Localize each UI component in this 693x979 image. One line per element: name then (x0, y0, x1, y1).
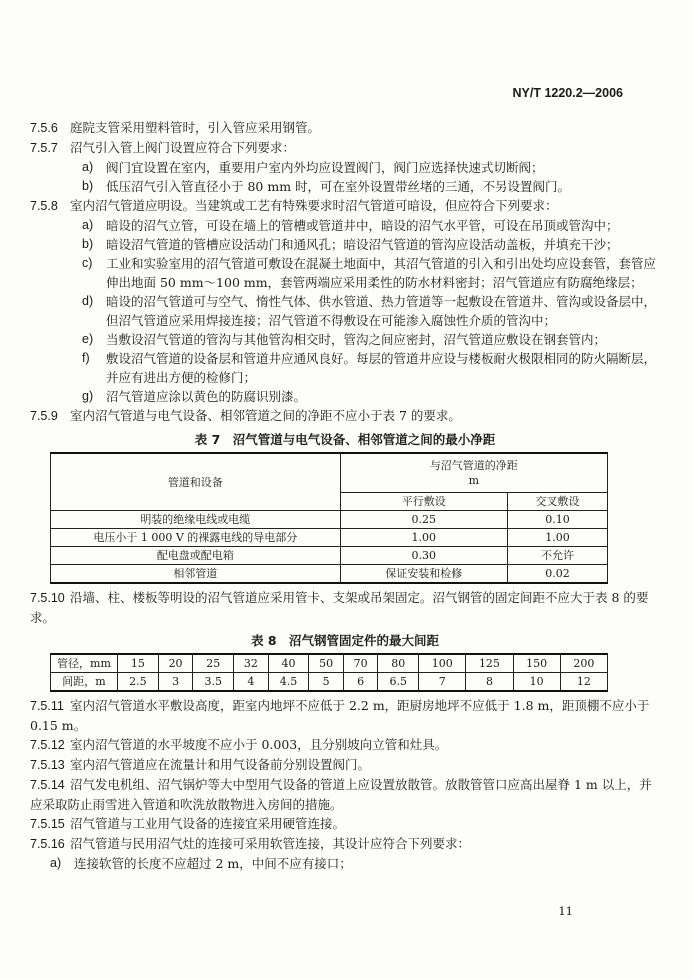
item-label: f) (82, 351, 90, 365)
row-label: 管径，mm (51, 654, 118, 673)
header-unit: m (468, 474, 480, 487)
table-cell: 32 (234, 654, 268, 673)
table-cell: 7 (419, 673, 466, 692)
list-item (30, 349, 660, 387)
clause-number: 7.5.7 (30, 141, 58, 155)
table-row (51, 453, 608, 493)
table-cell: 15 (118, 654, 159, 673)
header-group: 与沼气管道的净距 (429, 459, 518, 472)
table-cell: 1.00 (340, 529, 507, 547)
clause-number: 7.5.9 (30, 409, 58, 423)
header-cell: 平行敷设 (340, 493, 507, 511)
table-cell: 4.5 (268, 673, 309, 692)
clause-text: 室内沼气管道水平敷设高度，距室内地坪不应低于 2.2 m，距厨房地坪不应低于 1.8 m，距顶棚不应小于 0.15 m。 (30, 698, 650, 733)
clause-text: 沼气引入管上阀门设置应符合下列要求： (70, 140, 296, 155)
table-8-caption: 表 8 沼气钢管固定件的最大间距 (250, 633, 440, 648)
table-cell: 80 (378, 654, 419, 673)
item-text: 暗设沼气管道的管槽应设活动门和通风孔；暗设沼气管道的管沟应设活动盖板，并填充干沙； (106, 237, 619, 252)
standard-code: NY/T 1220.2—2006 (512, 86, 623, 100)
item-label: b) (82, 179, 94, 193)
table-row (51, 654, 608, 673)
table-cell: 20 (158, 654, 192, 673)
table-cell: 相邻管道 (51, 565, 341, 584)
clause-number: 7.5.10 (30, 591, 65, 605)
table-row (51, 565, 608, 584)
clause-text: 沼气发电机组、沼气锅炉等大中型用气设备的管道上应设置放散管。放散管管口应高出屋脊 1 m 以上，并应采取防止雨雪进入管道和吹洗放散物进入房间的措施。 (30, 777, 652, 812)
list-item (30, 292, 660, 330)
clause-text: 室内沼气管道应明设。当建筑或工艺有特殊要求时沼气管道可暗设，但应符合下列要求： (70, 198, 558, 213)
clause-text: 沼气管道与工业用气设备的连接宜采用硬管连接。 (70, 816, 346, 831)
item-label: g) (82, 389, 94, 403)
list-item (30, 216, 660, 235)
table-cell: 电压小于 1 000 V 的裸露电线的导电部分 (51, 529, 341, 547)
item-label: c) (82, 256, 93, 270)
list-item (30, 235, 660, 254)
clause-7-5-7 (30, 138, 660, 158)
table-cell: 3 (158, 673, 192, 692)
table-cell: 0.30 (340, 547, 507, 565)
item-label: a) (82, 160, 94, 174)
table-row (51, 673, 608, 692)
clause-number: 7.5.16 (30, 837, 65, 851)
table-cell: 6.5 (378, 673, 419, 692)
item-text: 沼气管道应涂以黄色的防腐识别漆。 (106, 389, 307, 404)
table-cell: 保证安装和检修 (340, 565, 507, 584)
row-label: 间距，m (51, 673, 118, 692)
table-cell: 明装的绝缘电线或电缆 (51, 511, 341, 529)
table-cell: 125 (466, 654, 513, 673)
clause-number: 7.5.13 (30, 758, 65, 772)
item-label: a) (82, 218, 94, 232)
table-row (51, 529, 608, 547)
item-text: 暗设的沼气立管，可设在墙上的管槽或管道井中，暗设的沼气水平管，可设在吊顶或管沟中； (106, 218, 619, 233)
list-item (30, 854, 660, 873)
item-text: 当敷设沼气管道的管沟与其他管沟相交时，管沟之间应密封，沼气管道应敷设在钢套管内； (106, 332, 607, 347)
table-cell: 配电盘或配电箱 (51, 547, 341, 565)
item-label: d) (82, 294, 94, 308)
clause-number: 7.5.14 (30, 778, 65, 792)
table-cell: 150 (513, 654, 560, 673)
table-row (51, 511, 608, 529)
item-text: 暗设的沼气管道可与空气、惰性气体、供水管道、热力管道等一起敷设在管道井、管沟或设备层中，但沼气管道应采用焊接连接；沼气管道不得敷设在可能渗入腐蚀性介质的管沟中； (106, 294, 657, 328)
table-cell: 0.02 (507, 565, 607, 584)
clause-7-5-10 (30, 588, 660, 627)
table-cell: 0.10 (507, 511, 607, 529)
table-cell: 70 (343, 654, 377, 673)
item-label: a) (50, 856, 62, 870)
table-cell: 6 (343, 673, 377, 692)
item-text: 工业和实验室用的沼气管道可敷设在混凝土地面中，其沼气管道的引入和引出处均应设套管，套管应伸出地面 50 mm～100 mm，套管两端应采用柔性的防水材料密封；沼气管道应有防腐绝缘层； (106, 256, 657, 290)
table-7-caption: 表 7 沼气管道与电气设备、相邻管道之间的最小净距 (194, 432, 496, 447)
page-number: 11 (558, 904, 573, 918)
header-cell (340, 453, 607, 493)
document-body (30, 118, 660, 873)
clause-7-5-15 (30, 814, 660, 834)
table-cell: 25 (193, 654, 234, 673)
clause-7-5-14 (30, 775, 660, 814)
list-item (30, 330, 660, 349)
list-item (30, 177, 660, 196)
clause-text: 庭院支管采用塑料管时，引入管应采用钢管。 (70, 120, 321, 135)
clause-number: 7.5.12 (30, 738, 65, 752)
list-item (30, 158, 660, 177)
clause-7-5-11 (30, 696, 660, 735)
clause-7-5-9 (30, 406, 660, 426)
table-row (51, 547, 608, 565)
clause-number: 7.5.6 (30, 121, 58, 135)
table-cell: 10 (513, 673, 560, 692)
clause-text: 室内沼气管道应在流量计和用气设备前分别设置阀门。 (70, 757, 371, 772)
clause-number: 7.5.8 (30, 199, 58, 213)
header-cell: 交叉敷设 (507, 493, 607, 511)
clause-number: 7.5.11 (30, 699, 64, 713)
table-cell: 0.25 (340, 511, 507, 529)
clause-number: 7.5.15 (30, 817, 65, 831)
table-cell: 200 (560, 654, 607, 673)
table-cell: 不允许 (507, 547, 607, 565)
table-7 (50, 452, 608, 584)
clause-7-5-12 (30, 735, 660, 755)
clause-text: 沼气管道与民用沼气灶的连接可采用软管连接，其设计应符合下列要求： (70, 836, 471, 851)
table-cell: 12 (560, 673, 607, 692)
table-cell: 1.00 (507, 529, 607, 547)
table-cell: 8 (466, 673, 513, 692)
table-cell: 5 (309, 673, 343, 692)
list-item (30, 387, 660, 406)
table-cell: 50 (309, 654, 343, 673)
clause-text: 沿墙、柱、楼板等明设的沼气管道应采用管卡、支架或吊架固定。沼气钢管的固定间距不应大于表 8 的要求。 (30, 590, 649, 625)
item-text: 敷设沼气管道的设备层和管道井应通风良好。每层的管道井应设与楼板耐火极限相同的防火隔断层，并应有进出方便的检修门； (106, 351, 657, 385)
item-text: 阀门宜设置在室内，重要用户室内外均应设置阀门，阀门应选择快速式切断阀； (106, 160, 544, 175)
table-cell: 40 (268, 654, 309, 673)
item-label: b) (82, 237, 94, 251)
table-cell: 100 (419, 654, 466, 673)
item-text: 连接软管的长度不应超过 2 m，中间不应有接口； (74, 856, 352, 871)
list-item (30, 254, 660, 292)
table-cell: 4 (234, 673, 268, 692)
clause-7-5-16 (30, 834, 660, 854)
clause-7-5-13 (30, 755, 660, 775)
table-8 (50, 653, 608, 692)
clause-text: 室内沼气管道与电气设备、相邻管道之间的净距不应小于表 7 的要求。 (70, 408, 461, 423)
table-cell: 2.5 (118, 673, 159, 692)
clause-text: 室内沼气管道的水平坡度不应小于 0.003，且分别坡向立管和灶具。 (70, 737, 448, 752)
clause-7-5-8 (30, 196, 660, 216)
header-cell: 管道和设备 (51, 453, 341, 511)
table-cell: 3.5 (193, 673, 234, 692)
clause-7-5-6 (30, 118, 660, 138)
item-text: 低压沼气引入管直径小于 80 mm 时，可在室外设置带丝堵的三通，不另设置阀门。 (106, 179, 571, 194)
item-label: e) (82, 332, 94, 346)
